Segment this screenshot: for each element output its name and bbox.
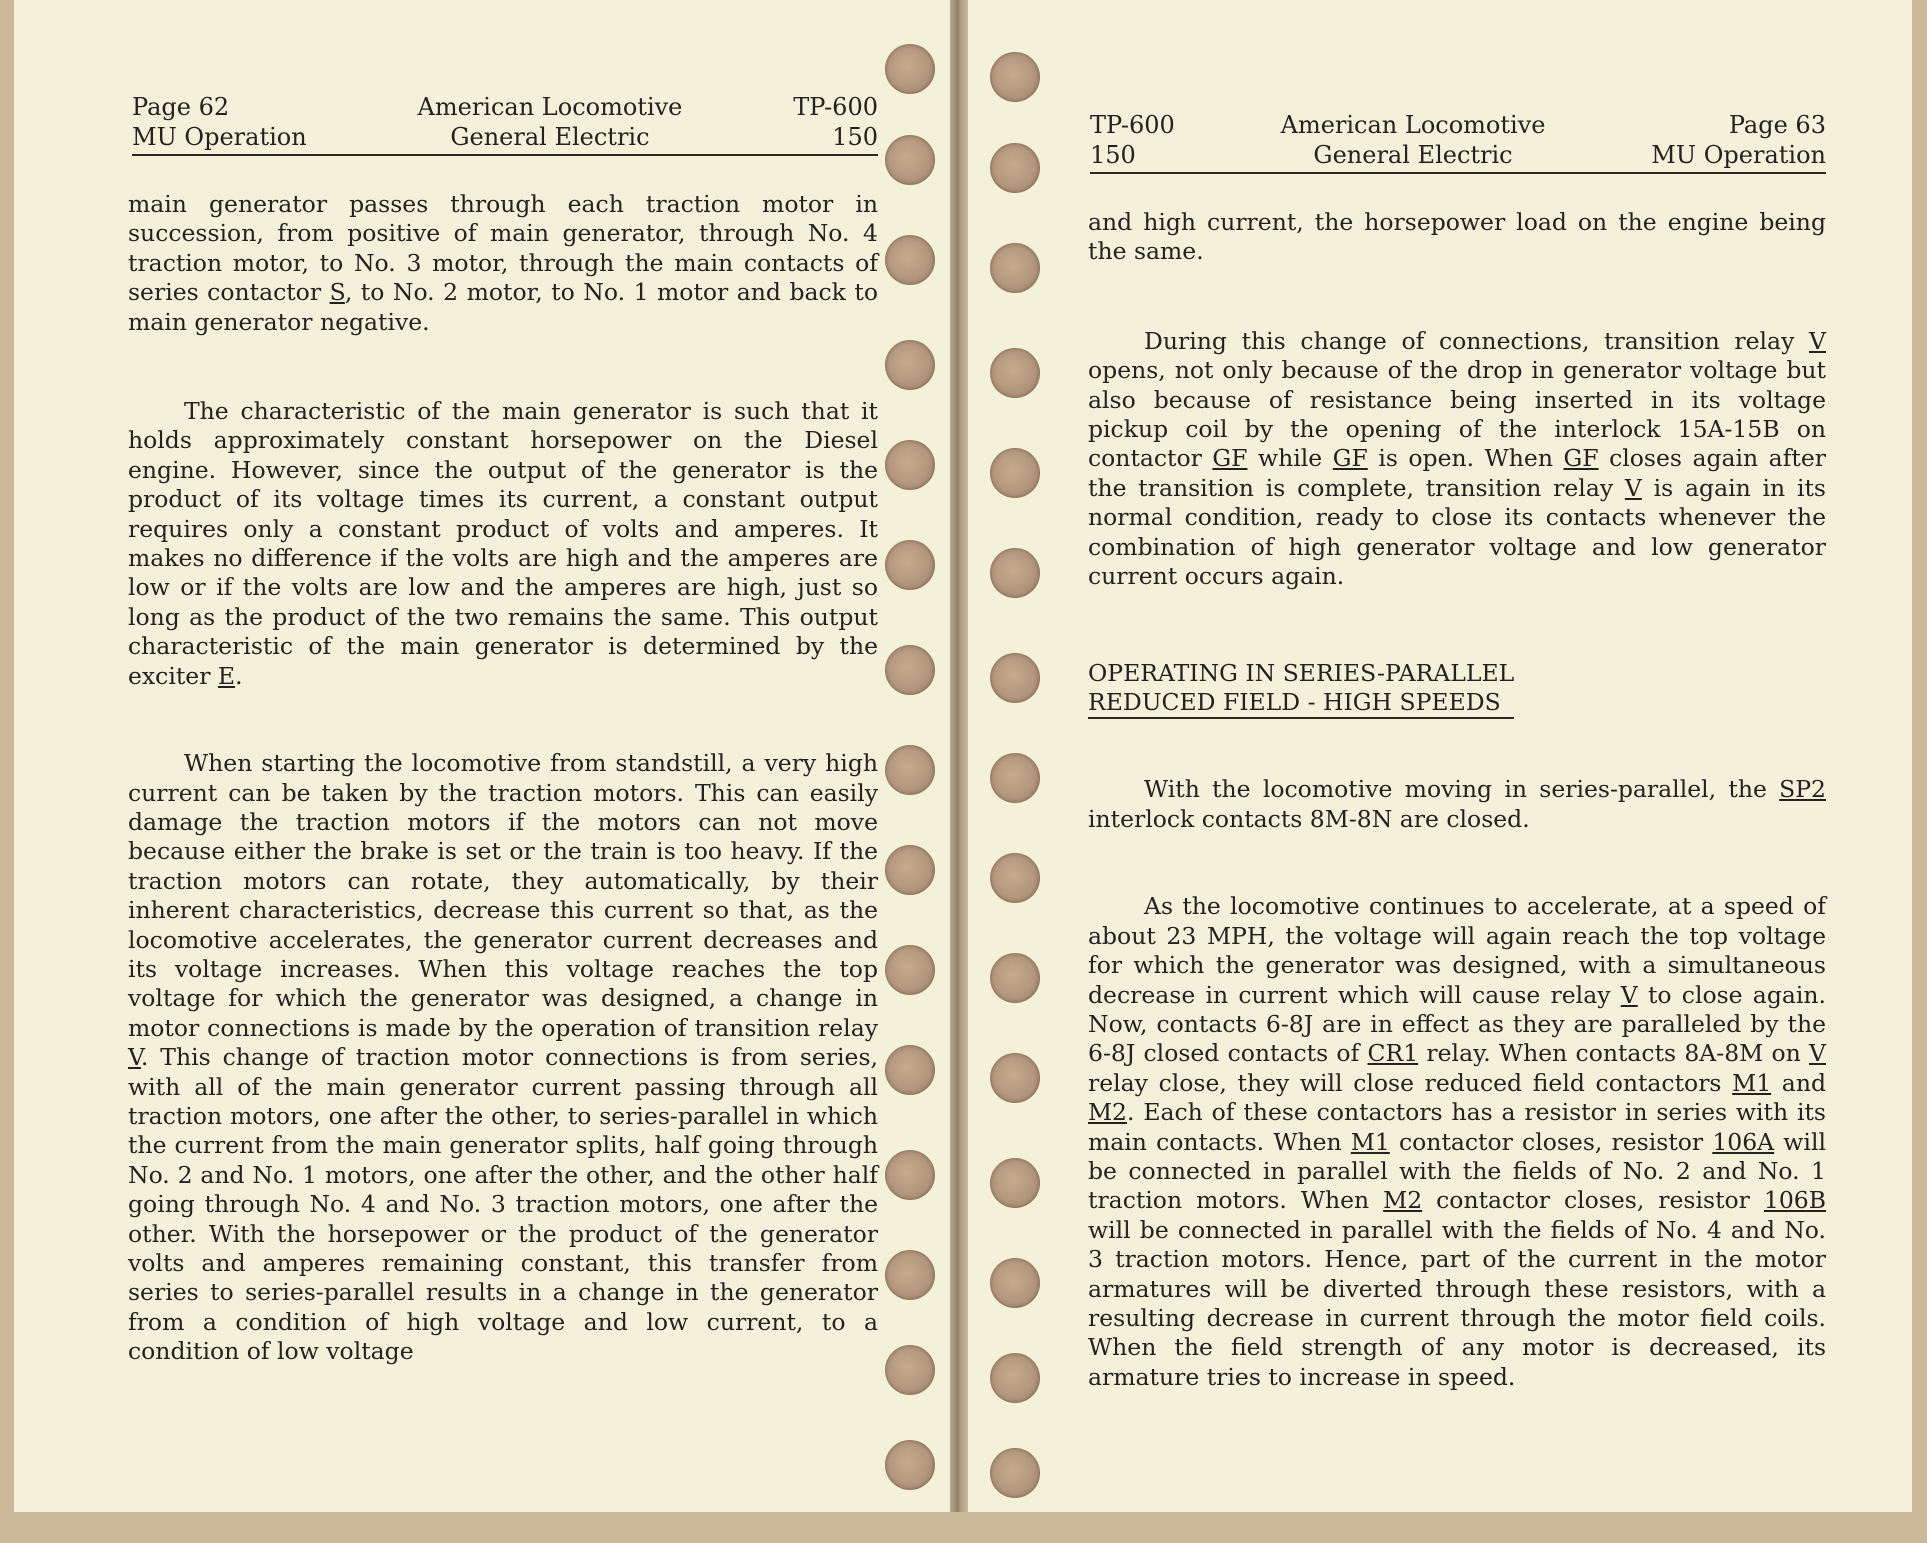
paragraph: With the locomotive moving in series-parallel, the SP2 interlock contacts 8M-8N are closed.: [1088, 775, 1826, 833]
paragraph: main generator passes through each traction motor in succession, from positive of main generator, through No. 4 traction motor, to No. 3 motor, through the main contacts of series contactor S, to No. 2 motor, to No. 1 motor and back to main generator negative.: [128, 190, 878, 336]
binder-hole: [885, 44, 935, 94]
manufacturer-2: General Electric: [1313, 141, 1513, 169]
binder-hole: [990, 953, 1040, 1003]
manufacturer-2: General Electric: [450, 123, 650, 151]
section-heading: [1088, 659, 1514, 719]
binder-hole: [990, 348, 1040, 398]
binder-hole: [885, 440, 935, 490]
right-page: [968, 0, 1912, 1512]
binder-hole: [885, 1345, 935, 1395]
right-page-header: [1090, 110, 1826, 174]
binder-hole: [885, 340, 935, 390]
book-spine: [950, 0, 968, 1512]
binder-hole: [990, 753, 1040, 803]
document-number: 150: [832, 123, 878, 151]
left-page-header: [132, 92, 878, 156]
binder-hole: [885, 1150, 935, 1200]
paragraph: When starting the locomotive from standstill, a very high current can be taken by the traction motors. This can easily damage the traction motors if the motors can not move because either the brake is set or the train is too heavy. If the traction motors can rotate, they automatically, by their inherent characteristics, decrease this current so that, as the locomotive accelerates, the generator current decreases and its voltage increases. When this voltage reaches the top voltage for which the generator was designed, a change in motor connections is made by the operation of transition relay V. This change of traction motor connections is from series, with all of the main generator current passing through all traction motors, one after the other, to series-parallel in which the current from the main generator splits, half going through No. 2 and No. 1 motors, one after the other, and the other half going through No. 4 and No. 3 traction motors, one after the other. With the horsepower or the product of the generator volts and amperes remaining constant, this transfer from series to series-parallel results in a change in the generator from a condition of high voltage and low current, to a condition of low voltage: [128, 749, 878, 1366]
paragraph: and high current, the horsepower load on the engine being the same.: [1088, 208, 1826, 266]
manufacturer-1: American Locomotive: [1280, 111, 1546, 139]
binder-hole: [990, 448, 1040, 498]
binder-hole: [885, 745, 935, 795]
binder-hole: [885, 235, 935, 285]
binder-hole: [990, 653, 1040, 703]
left-page: [14, 0, 950, 1512]
binder-hole: [885, 945, 935, 995]
section-topic: MU Operation: [1651, 141, 1826, 169]
page-number: Page 62: [132, 93, 230, 121]
document-code: TP-600: [793, 93, 878, 121]
binder-hole: [885, 845, 935, 895]
document-number: 150: [1090, 141, 1136, 169]
binder-hole: [990, 853, 1040, 903]
binder-hole: [990, 143, 1040, 193]
binder-hole: [990, 1448, 1040, 1498]
section-heading-line-2: REDUCED FIELD - HIGH SPEEDS: [1088, 688, 1501, 717]
binder-hole: [990, 1158, 1040, 1208]
manufacturer-1: American Locomotive: [417, 93, 683, 121]
right-page-body: [1088, 208, 1826, 1450]
binder-hole: [885, 135, 935, 185]
binder-hole: [885, 1250, 935, 1300]
binder-hole: [885, 645, 935, 695]
document-code: TP-600: [1090, 111, 1175, 139]
binder-hole: [885, 1440, 935, 1490]
binder-hole: [990, 52, 1040, 102]
binder-hole: [990, 548, 1040, 598]
paragraph: As the locomotive continues to accelerate, at a speed of about 23 MPH, the voltage will again reach the top voltage for which the generator was designed, with a simultaneous decrease in current which will cause relay V to close again. Now, contacts 6-8J are in effect as they are paralleled by the 6-8J closed contacts of CR1 relay. When contacts 8A-8M on V relay close, they will close reduced field contactors M1 and M2. Each of these contactors has a resistor in series with its main contacts. When M1 contactor closes, resistor 106A will be connected in parallel with the fields of No. 2 and No. 1 traction motors. When M2 contactor closes, resistor 106B will be connected in parallel with the fields of No. 4 and No. 3 traction motors. Hence, part of the current in the motor armatures will be diverted through these resistors, with a resulting decrease in current through the motor field coils. When the field strength of any motor is decreased, its armature tries to increase in speed.: [1088, 892, 1826, 1391]
section-heading-line-1: OPERATING IN SERIES-PARALLEL: [1088, 659, 1515, 688]
binder-hole: [990, 243, 1040, 293]
page-number: Page 63: [1728, 111, 1826, 139]
binder-hole: [990, 1353, 1040, 1403]
binder-hole: [885, 1045, 935, 1095]
paragraph: During this change of connections, transition relay V opens, not only because of the drop in generator voltage but also because of resistance being inserted in its voltage pickup coil by the opening of the interlock 15A-15B on contactor GF while GF is open. When GF closes again after the transition is complete, transition relay V is again in its normal condition, ready to close its contacts whenever the combination of high generator voltage and low generator current occurs again.: [1088, 326, 1826, 591]
left-page-body: [128, 190, 878, 1425]
binder-hole: [990, 1053, 1040, 1103]
binder-hole: [885, 540, 935, 590]
paragraph: The characteristic of the main generator is such that it holds approximately constant horsepower on the Diesel engine. However, since the output of the generator is the product of its voltage times its current, a constant output requires only a constant product of volts and amperes. It makes no difference if the volts are high and the amperes are low or if the volts are low and the amperes are high, just so long as the product of the two remains the same. This output characteristic of the main generator is determined by the exciter E.: [128, 397, 878, 690]
binder-hole: [990, 1258, 1040, 1308]
section-topic: MU Operation: [132, 123, 307, 151]
